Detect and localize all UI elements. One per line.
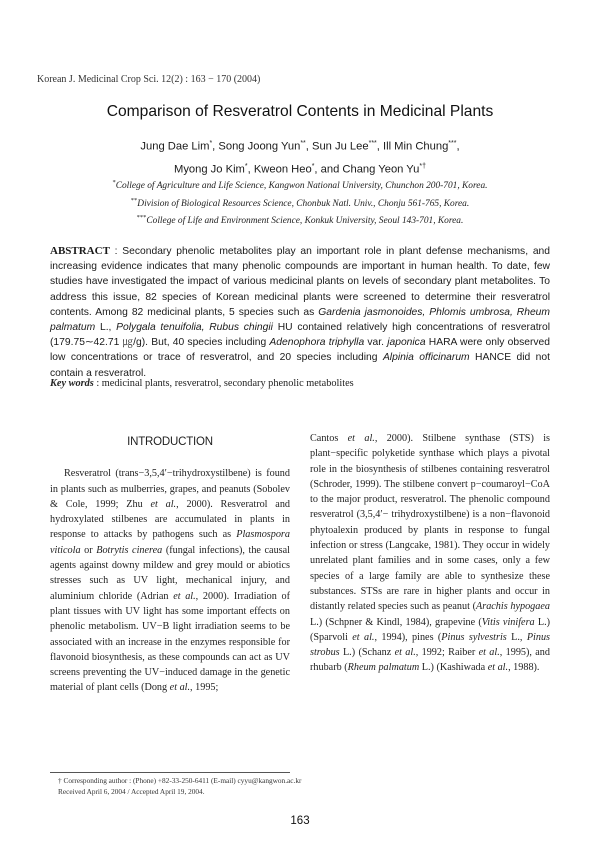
author-mark: * bbox=[311, 162, 315, 170]
abstract-text: var. bbox=[364, 337, 388, 349]
author-mark: *† bbox=[419, 162, 426, 170]
body-text: , 1992; Raiber bbox=[415, 647, 479, 659]
affiliation-mark: * bbox=[112, 179, 116, 186]
body-italic: Plasmospora viticola bbox=[50, 529, 290, 556]
body-text: L.) (Schpner & Kindl, 1984), grapevine ( bbox=[310, 616, 482, 628]
body-italic: et al. bbox=[150, 498, 177, 510]
corresponding-author: † Corresponding author : (Phone) +82-33-250-6411 (E-mail) cyyu@kangwon.ac.kr bbox=[58, 776, 302, 785]
author-mark: *** bbox=[448, 140, 457, 147]
abstract-text: HARA were only observed low concentrations or trace of resveratrol, and 20 species including bbox=[50, 337, 550, 364]
abstract-text: : Secondary phenolic metabolites play an important role in plant defense mechanisms, and increasing evidence indicates that many phenolic compounds are important in human health. To date, few studies have investigated the impact of various medicinal plants on levels of secondary plant metabolites. To address this issue, 82 species of Korean medicinal plants were screened to determine their resveratrol contents. Among 82 medicinal plants, 5 species such as bbox=[50, 246, 550, 318]
body-italic: et al. bbox=[394, 647, 416, 659]
page-number: 163 bbox=[290, 815, 310, 827]
keywords-label: Key words bbox=[50, 378, 94, 389]
abstract-text: L., bbox=[95, 322, 117, 334]
body-italic: et al. bbox=[169, 682, 191, 694]
body-text: , 1995; bbox=[190, 682, 219, 694]
body-text: , 1994), pines ( bbox=[374, 631, 442, 643]
affiliation-text: College of Agriculture and Life Science, Kangwon National University, Chunchon 200-701, Korea. bbox=[115, 181, 488, 192]
affiliation-text: College of Life and Environment Science, Konkuk University, Seoul 143-701, Korea. bbox=[146, 216, 464, 227]
body-italic: Vitis vinifera bbox=[481, 616, 535, 628]
right-column bbox=[310, 431, 550, 676]
affiliation-2 bbox=[0, 194, 600, 212]
author-mark: ** bbox=[300, 140, 306, 147]
species-name: Adenophora triphylla bbox=[269, 337, 365, 349]
body-text: , 2000). Stilbene synthase (STS) is plant−specific polyketide synthase which plays a pivotal role in the biosynthesis of stilbenes containing resveratrol (Schroder, 1999). The stilbene convert p−coumaroyl−CoA to the major product, resveratrol. The phenolic compound resveratrol (3,5,4′− trihydroxystilbene) is a non−flavonoid phytoalexin produced by plants in response to fungal infection or stress (Langcake, 1981). They occur in widely unrelated plant families and in some cases, only a few species of a large family are able to synthesize these substances. STSs are rare in higher plants and occur in distantly related species such as peanut ( bbox=[310, 433, 551, 613]
body-italic: et al. bbox=[347, 433, 375, 444]
body-italic: et al. bbox=[487, 662, 509, 674]
author-name: , Ill Min Chung bbox=[376, 140, 449, 153]
author-list bbox=[0, 134, 600, 179]
author-mark: * bbox=[244, 162, 248, 170]
footnote bbox=[58, 775, 301, 797]
species-name: Polygala tenuifolia, Rubus chingii bbox=[116, 322, 273, 334]
journal-citation: Korean J. Medicinal Crop Sci. 12(2) : 163 − 170 (2004) bbox=[37, 74, 261, 85]
keywords bbox=[50, 378, 550, 389]
species-name: japonica bbox=[387, 337, 426, 349]
intro-paragraph bbox=[50, 466, 290, 695]
body-text: or bbox=[80, 544, 97, 556]
affiliation-mark: *** bbox=[136, 214, 147, 222]
author-mark: *** bbox=[368, 140, 377, 147]
author-separator: , bbox=[456, 140, 460, 153]
body-italic: Pinus strobus bbox=[310, 631, 551, 659]
species-name: Alpinia officinarum bbox=[382, 352, 470, 364]
keywords-text: : medicinal plants, resveratrol, secondary phenolic metabolites bbox=[93, 378, 354, 389]
body-text: L.) (Sparvoli bbox=[310, 616, 551, 643]
author-name: , Kweon Heo bbox=[247, 163, 312, 176]
body-italic: Arachis hypogaea bbox=[476, 601, 550, 613]
body-text: L.) (Kashiwada bbox=[419, 662, 488, 674]
body-text: , 1995), and rhubarb ( bbox=[310, 647, 550, 674]
affiliation-text: Division of Biological Resources Science, Chonbuk Natl. Univ., Chonju 561-765, Korea. bbox=[137, 198, 470, 209]
abstract-text: HANCE did not contain a resveratrol. bbox=[50, 352, 550, 379]
affiliations bbox=[0, 176, 600, 229]
abstract-text: HU contained relatively high concentrations of resveratrol (179.75∼42.71 ㎍/g). But, 40 species including bbox=[50, 322, 550, 349]
received-dates: Received April 6, 2004 / Accepted April 19, 2004. bbox=[58, 787, 205, 796]
body-text: Cantos bbox=[310, 433, 348, 444]
author-name: Myong Jo Kim bbox=[174, 163, 245, 176]
author-name: Jung Dae Lim bbox=[140, 140, 210, 153]
left-column bbox=[50, 431, 290, 696]
body-italic: Botrytis cinerea bbox=[96, 544, 163, 556]
body-italic: Pinus sylvestris bbox=[441, 631, 507, 643]
author-name: , and Chang Yeon Yu bbox=[314, 163, 420, 176]
author-mark: * bbox=[209, 140, 213, 147]
footnote-divider bbox=[50, 772, 290, 773]
author-name: , Song Joong Yun bbox=[212, 140, 301, 153]
body-italic: Rheum palmatum bbox=[347, 662, 420, 674]
intro-paragraph-continued bbox=[310, 431, 550, 676]
body-italic: et al. bbox=[352, 631, 375, 643]
affiliation-3 bbox=[0, 211, 600, 229]
affiliation-mark: ** bbox=[130, 196, 138, 204]
species-name: Gardenia jasmonoides, Phlomis umbrosa, Rheum palmatum bbox=[50, 306, 550, 334]
author-name: , Sun Ju Lee bbox=[305, 140, 369, 153]
paper-title: Comparison of Resveratrol Contents in Medicinal Plants bbox=[106, 103, 494, 120]
section-heading: INTRODUCTION bbox=[127, 436, 213, 448]
body-italic: et al. bbox=[173, 590, 196, 602]
body-italic: et al. bbox=[478, 647, 500, 659]
abstract bbox=[50, 244, 550, 381]
body-text: , 2000). Irradiation of plant tissues with UV light has some important effects on phenolic metabolism. UV−B light irradiation seems to be associated with an increase in the enzymes responsible for flavonoid biosynthesis, as these compounds can act as UV screens preventing the UV−induced damage in the genetic material of plant cells (Dong bbox=[50, 590, 290, 694]
body-text: L.) (Schanz bbox=[339, 647, 395, 659]
affiliation-1 bbox=[0, 176, 600, 194]
body-text: L., bbox=[506, 631, 527, 643]
abstract-label: ABSTRACT bbox=[50, 245, 110, 257]
body-text: Resveratrol (trans−3,5,4′−trihydroxystilbene) is found in plants such as mulberries, grapes, and peanuts (Sobolev & Cole, 1999; Zhu bbox=[50, 468, 290, 510]
body-text: , 2000). Resveratrol and hydroxylated stilbenes are accumulated in plants in response to attacks by pathogens such as bbox=[50, 498, 291, 541]
body-text: , 1988). bbox=[508, 662, 540, 674]
body-text: (fungal infections), the causal agents against downy mildew and grey mould or abiotics stresses such as UV light, mechanical injury, and aluminium chloride (Adrian bbox=[50, 544, 290, 602]
